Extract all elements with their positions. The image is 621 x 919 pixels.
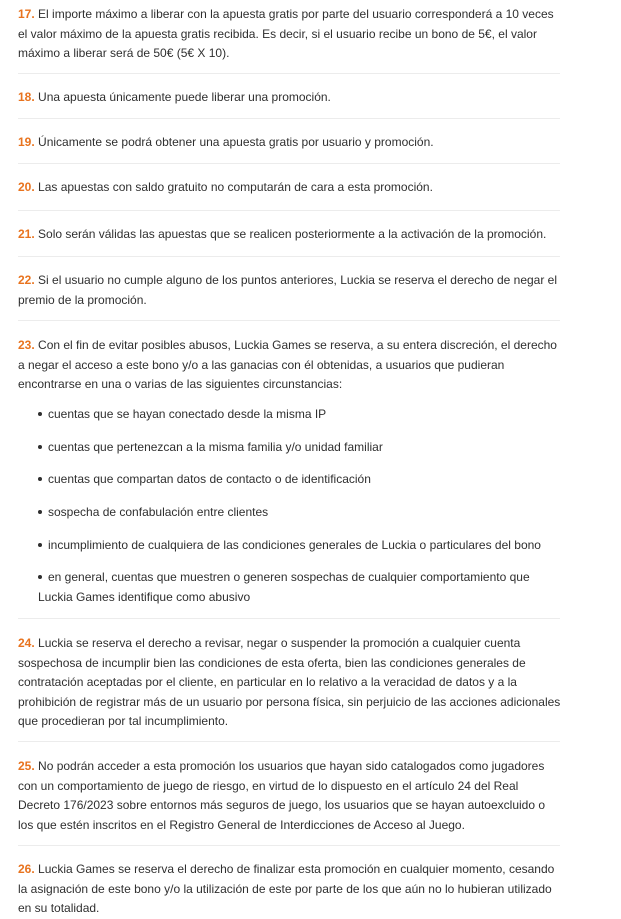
clause-number: 18. [18, 90, 35, 104]
bullet-icon [38, 543, 42, 547]
clause-text: Con el fin de evitar posibles abusos, Luckia Games se reserva, a su entera discreción, el derecho a negar el acceso a este bono y/o a las ganacias con él obtenidas, a usuarios que pudieran encontrarse en una o varias de las siguientes circunstancias: [18, 338, 557, 391]
circumstance-text: cuentas que compartan datos de contacto o de identificación [48, 472, 371, 486]
circumstance-text: cuentas que se hayan conectado desde la misma IP [48, 407, 327, 421]
circumstance-item [38, 536, 558, 556]
clause-text: Luckia se reserva el derecho a revisar, negar o suspender la promoción a cualquier cuenta sospechosa de incumplir bien las condiciones de esta oferta, bien las condiciones generales de contratación aceptadas por el cliente, en particular en lo relativo a la veracidad de datos y a la prohibición de registrar más de un usuario por persona física, sin perjuicio de las acciones adicionales que procedieran por tal incumplimiento. [18, 636, 561, 728]
clause-text: El importe máximo a liberar con la apuesta gratis por parte del usuario corresponderá a 10 veces el valor máximo de la apuesta gratis recibida. Es decir, si el usuario recibe un bono de 5€, el valor máximo a liberar será de 50€ (5€ X 10). [18, 7, 554, 60]
divider [18, 845, 560, 846]
circumstance-text: incumplimiento de cualquiera de las condiciones generales de Luckia o particulares del bono [48, 538, 541, 552]
bullet-icon [38, 510, 42, 514]
divider [18, 163, 560, 164]
divider [18, 256, 560, 257]
clause-text: Luckia Games se reserva el derecho de finalizar esta promoción en cualquier momento, cesando la asignación de este bono y/o la utilización de este por parte de los que aún no lo hubieran utilizado en su totalidad. [18, 862, 555, 915]
clause-20 [18, 178, 562, 198]
clause-text: Solo serán válidas las apuestas que se realicen posteriormente a la activación de la promoción. [38, 227, 547, 241]
clause-22 [18, 271, 562, 310]
clause-text: Únicamente se podrá obtener una apuesta gratis por usuario y promoción. [38, 135, 434, 149]
clause-19 [18, 133, 562, 153]
bullet-icon [38, 412, 42, 416]
clause-18 [18, 88, 562, 108]
circumstance-item [38, 438, 558, 458]
circumstance-item [38, 503, 558, 523]
circumstance-item [38, 470, 558, 490]
clause-number: 26. [18, 862, 35, 876]
clause-text: Las apuestas con saldo gratuito no computarán de cara a esta promoción. [38, 180, 433, 194]
divider [18, 618, 560, 619]
clause-21 [18, 225, 562, 245]
circumstance-item [38, 568, 558, 607]
circumstance-text: en general, cuentas que muestren o generen sospechas de cualquier comportamiento que Luckia Games identifique como abusivo [38, 570, 530, 604]
clause-number: 19. [18, 135, 35, 149]
divider [18, 118, 560, 119]
bullet-icon [38, 477, 42, 481]
clause-number: 21. [18, 227, 35, 241]
clause-number: 17. [18, 7, 35, 21]
clause-25 [18, 757, 562, 835]
clause-17 [18, 5, 562, 64]
divider [18, 741, 560, 742]
clause-26 [18, 860, 562, 919]
circumstance-text: sospecha de confabulación entre clientes [48, 505, 269, 519]
divider [18, 320, 560, 321]
clause-text: Una apuesta únicamente puede liberar una promoción. [38, 90, 331, 104]
clause-number: 25. [18, 759, 35, 773]
clause-number: 20. [18, 180, 35, 194]
circumstance-item [38, 405, 558, 425]
clause-number: 22. [18, 273, 35, 287]
clause-24 [18, 634, 562, 732]
divider [18, 73, 560, 74]
clause-23 [18, 336, 562, 395]
clause-number: 23. [18, 338, 35, 352]
bullet-icon [38, 575, 42, 579]
clause-text: No podrán acceder a esta promoción los usuarios que hayan sido catalogados como jugadores con un comportamiento de juego de riesgo, en virtud de lo dispuesto en el artículo 24 del Real Decreto 176/2023 sobre entornos más seguros de juego, los usuarios que se hayan autoexcluido o los que estén inscritos en el Registro General de Interdicciones de Acceso al Juego. [18, 759, 546, 832]
clause-text: Si el usuario no cumple alguno de los puntos anteriores, Luckia se reserva el derecho de negar el premio de la promoción. [18, 273, 558, 307]
circumstance-text: cuentas que pertenezcan a la misma familia y/o unidad familiar [48, 440, 383, 454]
divider [18, 210, 560, 211]
clause-number: 24. [18, 636, 35, 650]
bullet-icon [38, 445, 42, 449]
